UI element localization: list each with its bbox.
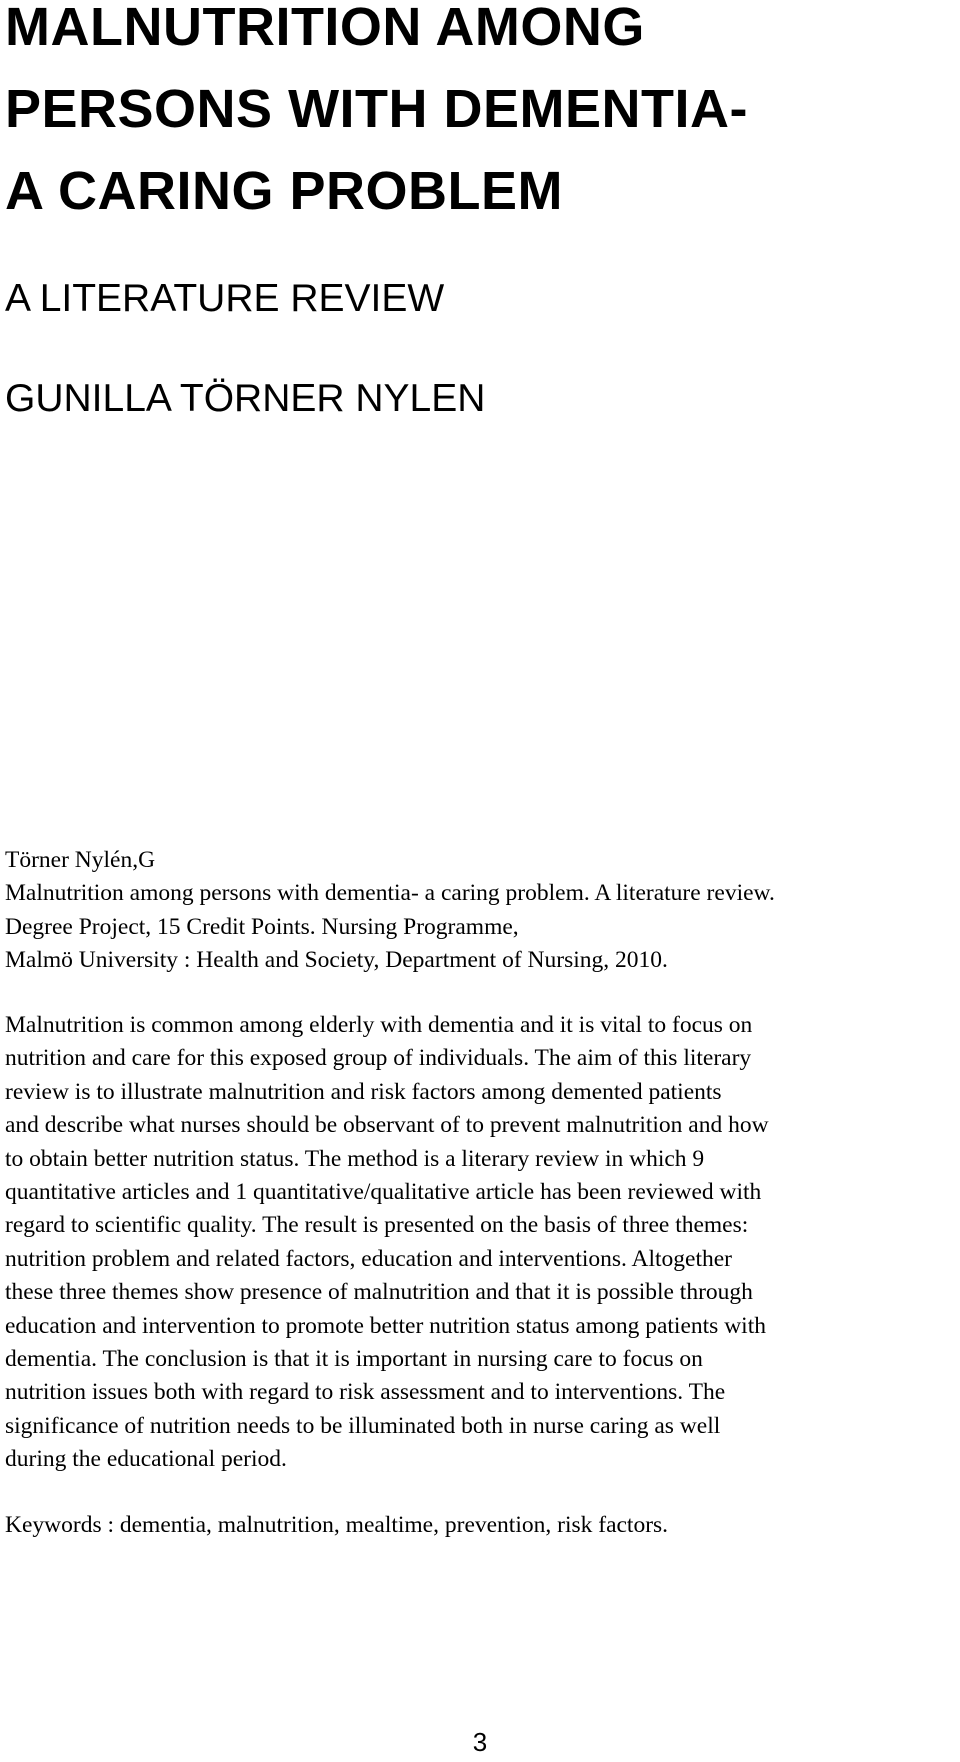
author-heading: GUNILLA TÖRNER NYLEN — [5, 377, 486, 420]
document-title — [5, 0, 945, 232]
abstract-line: nutrition and care for this exposed group of individuals. The aim of this literary — [5, 1045, 752, 1072]
abstract-line: dementia. The conclusion is that it is important in nursing care to focus on — [5, 1346, 703, 1373]
title-line: A CARING PROBLEM — [5, 161, 563, 221]
page-number: 3 — [472, 1727, 488, 1757]
abstract-line: significance of nutrition needs to be illuminated both in nurse caring as well — [5, 1412, 721, 1439]
abstract-line: education and intervention to promote better nutrition status among patients with — [5, 1312, 766, 1339]
abstract-line: these three themes show presence of malnutrition and that it is possible through — [5, 1279, 753, 1306]
abstract-line: during the educational period. — [5, 1446, 287, 1473]
title-line: PERSONS WITH DEMENTIA- — [5, 79, 749, 139]
abstract-line: Malnutrition is common among elderly with dementia and it is vital to focus on — [5, 1012, 753, 1038]
abstract-line: nutrition issues both with regard to risk assessment and to interventions. The — [5, 1379, 726, 1406]
document-subtitle: A LITERATURE REVIEW — [5, 277, 445, 320]
reference-line: Malmö University : Health and Society, Department of Nursing, 2010. — [5, 947, 668, 974]
keywords-line: Keywords : dementia, malnutrition, mealtime, prevention, risk factors. — [5, 1512, 669, 1538]
abstract-line: quantitative articles and 1 quantitative/qualitative article has been reviewed with — [5, 1179, 762, 1206]
reference-line: Malnutrition among persons with dementia- a caring problem. A literature review. — [5, 880, 775, 907]
abstract-line: review is to illustrate malnutrition and risk factors among demented patients — [5, 1078, 722, 1105]
reference-line: Törner Nylén,G — [5, 847, 156, 873]
abstract-line: to obtain better nutrition status. The method is a literary review in which 9 — [5, 1145, 705, 1172]
abstract-line: and describe what nurses should be observant of to prevent malnutrition and how — [5, 1112, 769, 1139]
reference-block — [5, 844, 950, 978]
title-line: MALNUTRITION AMONG — [5, 0, 645, 57]
abstract-line: nutrition problem and related factors, education and interventions. Altogether — [5, 1245, 732, 1272]
abstract-line: regard to scientific quality. The result is presented on the basis of three themes: — [5, 1212, 749, 1239]
abstract-paragraph — [5, 1009, 950, 1477]
reference-line: Degree Project, 15 Credit Points. Nursing Programme, — [5, 913, 519, 940]
